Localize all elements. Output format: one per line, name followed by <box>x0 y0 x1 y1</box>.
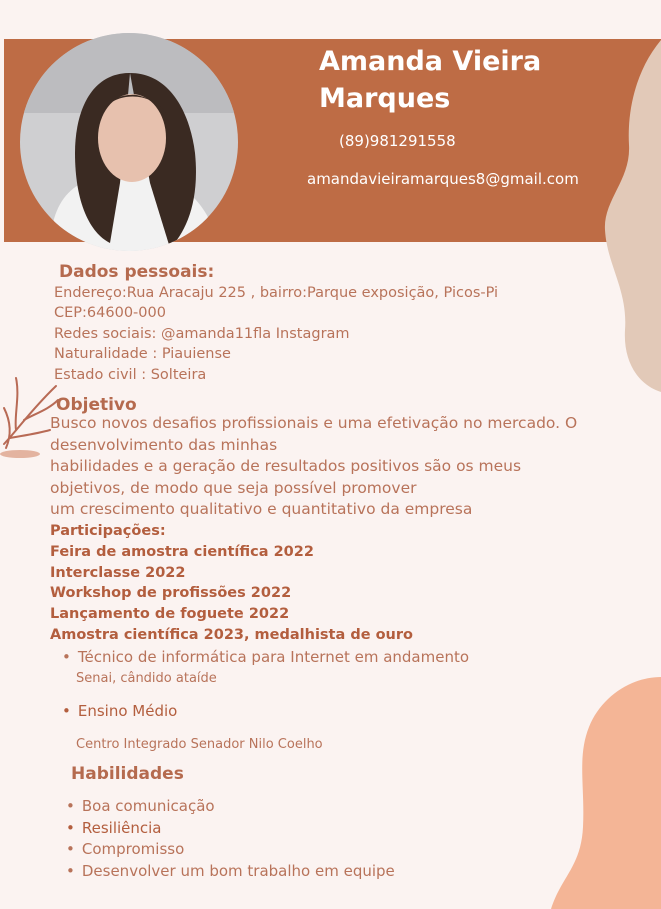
skill-item <box>66 797 215 815</box>
participation-item: Interclasse 2022 <box>50 565 186 581</box>
name-line-1: Amanda Vieira <box>319 46 542 77</box>
participation-item: Feira de amostra científica 2022 <box>50 544 314 560</box>
education-institution: Senai, cândido ataíde <box>76 671 217 686</box>
objective-line: objetivos, de modo que seja possível promover <box>50 478 417 497</box>
education-course-label: Técnico de informática para Internet em andamento <box>77 648 470 666</box>
email-address: amandavieiramarques8@gmail.com <box>307 170 579 188</box>
skill-item <box>66 862 395 880</box>
skill-item <box>66 819 162 837</box>
name-line-2: Marques <box>319 83 451 114</box>
origin-line: Naturalidade : Piauiense <box>54 346 231 362</box>
phone-number: (89)981291558 <box>339 132 456 150</box>
objective-line: Busco novos desafios profissionais e uma efetivação no mercado. O <box>50 414 578 432</box>
skill-item <box>66 840 184 858</box>
skill-label: Compromisso <box>81 840 185 858</box>
marital-line: Estado civil : Solteira <box>54 367 207 383</box>
objective-text <box>50 413 585 521</box>
skills-heading: Habilidades <box>71 764 184 784</box>
education-institution: Centro Integrado Senador Nilo Coelho <box>76 737 323 752</box>
education-course <box>62 702 177 720</box>
participation-item: Amostra científica 2023, medalhista de ouro <box>50 627 413 643</box>
profile-photo <box>20 33 238 251</box>
decorative-shape-bottom-right <box>551 677 661 909</box>
skill-label: Resiliência <box>81 819 162 837</box>
address-line: Endereço:Rua Aracaju 225 , bairro:Parque exposição, Picos-Pi <box>54 285 499 301</box>
education-course <box>62 648 469 666</box>
participation-item: Workshop de profissões 2022 <box>50 585 292 601</box>
objective-line: habilidades e a geração de resultados positivos são os meus <box>50 457 522 475</box>
skill-label: Boa comunicação <box>81 797 215 815</box>
education-course-label: Ensino Médio <box>77 702 178 720</box>
objective-heading: Objetivo <box>56 395 137 415</box>
personal-data-heading: Dados pessoais: <box>59 262 215 282</box>
participation-item: Lançamento de foguete 2022 <box>50 606 290 622</box>
social-line: Redes sociais: @amanda11fla Instagram <box>54 326 350 342</box>
skill-label: Desenvolver um bom trabalho em equipe <box>81 862 395 880</box>
objective-line: desenvolvimento das minhas <box>50 435 278 454</box>
objective-line: um crescimento qualitativo e quantitativo da empresa <box>50 500 473 518</box>
candidate-name <box>319 43 619 117</box>
participation-heading: Participações: <box>50 523 166 539</box>
cep-line: CEP:64600-000 <box>54 305 166 321</box>
